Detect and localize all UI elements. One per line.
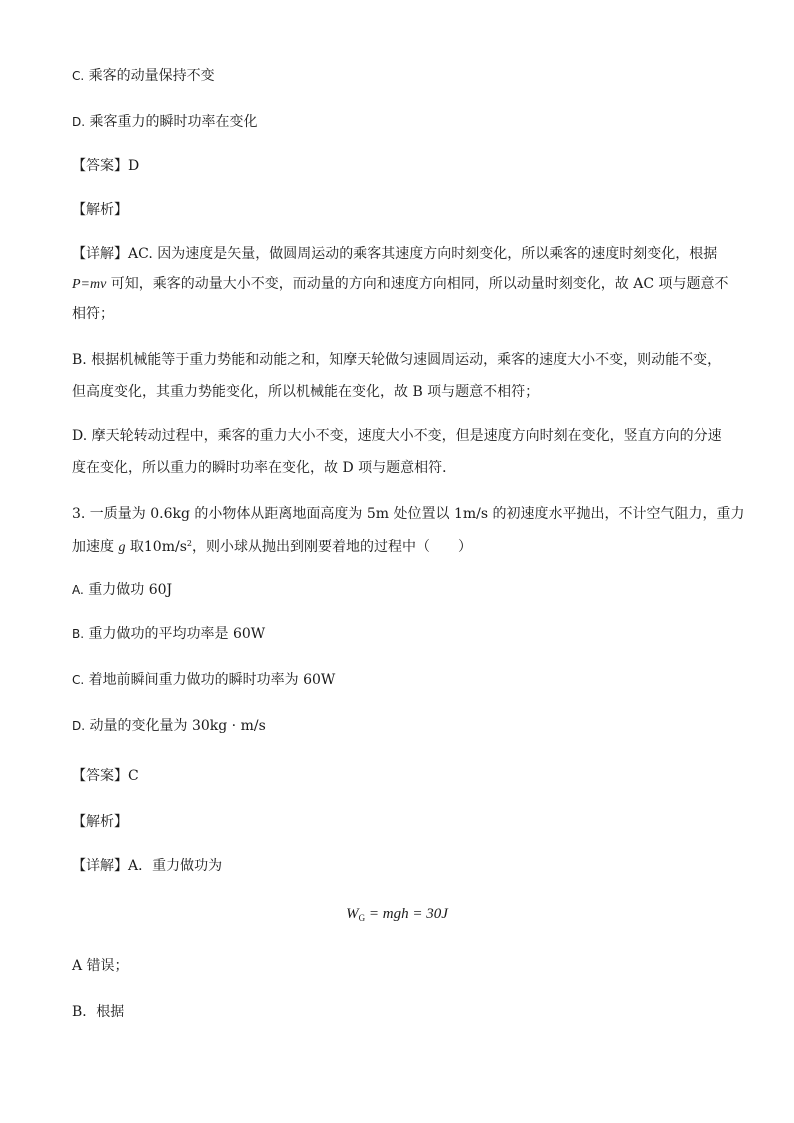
detail-tag: 【详解】 xyxy=(72,246,128,262)
q2-answer xyxy=(72,156,139,176)
stem-text: 加速度 xyxy=(72,539,119,555)
formula-w: W xyxy=(346,906,359,922)
stem-text: ，则小球从抛出到刚要着地的过程中（ ） xyxy=(192,539,472,555)
option-label: D. xyxy=(72,115,86,129)
answer-value: C xyxy=(128,768,139,784)
option-text: 着地前瞬间重力做功的瞬时功率为 60W xyxy=(88,672,336,688)
gravity-symbol: g xyxy=(118,540,126,555)
option-label: B. xyxy=(72,627,85,641)
q2-analysis-heading xyxy=(72,200,128,220)
option-text: 重力做功的平均功率是 60W xyxy=(88,626,266,642)
answer-tag: 【答案】 xyxy=(72,768,128,784)
q2-option-c xyxy=(72,66,215,86)
work-formula xyxy=(0,904,794,928)
q3-detail-a-conclusion xyxy=(72,956,129,976)
detail-text: D. 摩天轮转动过程中，乘客的重力大小不变，速度大小不变，但是速度方向时刻在变化，竖直方向的分速 xyxy=(72,428,722,444)
detail-text: 但高度变化，其重力势能变化，所以机械能在变化，故 B 项与题意不相符； xyxy=(72,384,540,400)
detail-text: B．根据 xyxy=(72,1004,125,1020)
q3-option-c xyxy=(72,670,335,690)
q2-detail-line-3 xyxy=(72,304,114,324)
q3-analysis-heading xyxy=(72,812,128,832)
detail-text: 可知，乘客的动量大小不变，而动量的方向和速度方向相同，所以动量时刻变化，故 AC 项与题意不 xyxy=(106,276,729,292)
option-text: 乘客的动量保持不变 xyxy=(88,68,215,84)
exponent: 2 xyxy=(186,539,192,548)
q2-detail-line-1 xyxy=(72,244,717,264)
q3-option-a xyxy=(72,580,172,600)
detail-text: A 错误； xyxy=(72,958,129,974)
q3-stem-line-2 xyxy=(72,534,472,558)
detail-text: 度在变化，所以重力的瞬时功率在变化，故 D 项与题意相符． xyxy=(72,460,457,476)
q2-detail-b-line-2 xyxy=(72,382,539,402)
detail-tag: 【详解】 xyxy=(72,858,128,874)
q3-detail-a xyxy=(72,856,222,876)
option-text: 重力做功 60J xyxy=(88,582,173,598)
option-text: 乘客重力的瞬时功率在变化 xyxy=(89,114,258,130)
answer-value: D xyxy=(128,158,140,174)
analysis-tag: 【解析】 xyxy=(72,202,128,218)
q2-detail-line-2 xyxy=(72,274,729,295)
q3-option-b xyxy=(72,624,265,644)
q3-stem-line-1 xyxy=(72,504,744,524)
q2-detail-b-line-1 xyxy=(72,350,721,370)
question-stem: 3. 一质量为 0.6kg 的小物体从距离地面高度为 5m 处位置以 1m/s 的初速度水平抛出，不计空气阻力，重力 xyxy=(72,506,745,522)
detail-text: AC. 因为速度是矢量，做圆周运动的乘客其速度方向时刻变化，所以乘客的速度时刻变化，根据 xyxy=(128,246,718,262)
option-label: C. xyxy=(72,69,85,83)
formula-rest: = mgh = 30J xyxy=(365,906,448,922)
formula-subscript: G xyxy=(358,913,366,923)
q2-detail-d-line-2 xyxy=(72,458,456,478)
option-label: C. xyxy=(72,673,85,687)
detail-text: 相符； xyxy=(72,306,114,322)
q2-option-d xyxy=(72,112,258,132)
stem-text: 取10m/s xyxy=(125,539,187,555)
option-label: A. xyxy=(72,583,84,597)
detail-text: B. 根据机械能等于重力势能和动能之和，知摩天轮做匀速圆周运动，乘客的速度大小不变，则动能不变， xyxy=(72,352,722,368)
option-text: 动量的变化量为 30kg · m/s xyxy=(89,718,266,734)
q2-detail-d-line-1 xyxy=(72,426,722,446)
option-label: D. xyxy=(72,719,86,733)
analysis-tag: 【解析】 xyxy=(72,814,128,830)
answer-tag: 【答案】 xyxy=(72,158,128,174)
q3-option-d xyxy=(72,716,266,736)
q3-detail-b xyxy=(72,1002,124,1022)
q3-answer xyxy=(72,766,139,786)
momentum-formula: P=mv xyxy=(72,277,107,292)
detail-text: A．重力做功为 xyxy=(128,858,223,874)
